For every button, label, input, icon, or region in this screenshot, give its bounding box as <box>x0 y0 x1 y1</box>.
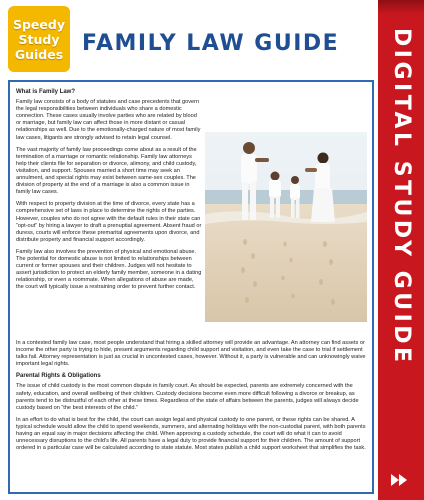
logo-line-2: Study <box>18 31 60 47</box>
vertical-series-title: DIGITAL STUDY GUIDE <box>389 28 414 366</box>
paragraph-2: The vast majority of family law proceedings come about as a result of the termination of a marriage or romantic relationship. Family law attorneys help their clients file for separation or divorce, alimony, and child custody, visitation, and support. Spouses married a short time may seek an annulment, and special rights may exist between same-sex couples. The division of property at the end of a marriage is also a common issue in family law cases. <box>16 146 197 196</box>
sidebar-fold <box>378 0 424 14</box>
left-column-text <box>16 89 202 296</box>
paragraph-1: Family law consists of a body of statutes and case precedents that govern the legal responsibilities between individuals who share a domestic connection. These cases usually involve parties who are related by blood or marriage, but family law can affect those in more distant or casual relationships as well. Due to the emotionally-charged nature of most family law cases, litigants are strongly advised to retain legal counsel. <box>16 99 201 141</box>
red-sidebar <box>378 0 424 500</box>
logo-line-3: Guides <box>14 46 64 62</box>
paragraph-7: In an effort to do what is best for the child, the court can assign legal and physical custody to one parent, or these rights can be shared. A typical schedule would allow the child to spend weekends, summers, and alternating holidays with the non-custodial parent, with both parents having an equal say in major decisions affecting the child. When approving a custody schedule, the court will do what it can to avoid unnecessary disruptions to the child’s life. All parents have a legal duty to provide financial support for their children. The amount of support ordered in a particular case will be calculated according to state statute. Most states publish a child support worksheet that simplifies the task. <box>16 416 366 452</box>
cover-title: FAMILY LAW GUIDE <box>82 31 340 56</box>
paragraph-3: With respect to property division at the time of divorce, every state has a comprehensive set of laws in place to determine the rights of the parties. However, couples who do not agree with the default rules in their state can “opt-out” by hiring a lawyer to draft a prenuptial agreement. Absent fraud or duress, courts will enforce these premarital agreements upon divorce, and distribute property and financial support accordingly. <box>16 201 202 243</box>
section-heading-parental-rights: Parental Rights & Obligations <box>16 373 101 380</box>
speedy-study-guides-logo <box>8 6 70 72</box>
paragraph-5: In a contested family law case, most people understand that hiring a skilled attorney will provide an advantage. An attorney can find assets or income the other party is trying to hide, present arguments regarding child support and visitation, and even take the case to trial if settlement talks fail. Attorney representation is just as crucial in uncontested cases, however. Without it, a party is vulnerable and can unknowingly waive important legal rights. <box>16 340 366 368</box>
section-heading-what-is-family-law: What is Family Law? <box>16 89 76 95</box>
cover-header <box>0 0 378 80</box>
logo-line-1: Speedy <box>12 16 65 32</box>
double-arrow-icon <box>390 472 410 488</box>
family-beach-photo <box>205 132 367 322</box>
full-width-text <box>16 340 370 457</box>
paragraph-6: The issue of child custody is the most common dispute in family court. As should be expected, parents are extremely concerned with the safety, education, and overall wellbeing of their children. Custody decisions become even more difficult following a divorce or breakup, as parents tend to be distrustful of each other at these times. Regardless of the state of affairs between the parents, judges will always decide custody based on “the best interests of the child.” <box>16 383 359 411</box>
paragraph-4: Family law also involves the prevention of physical and emotional abuse. The potential for domestic abuse is not limited to relationships between current or former spouses and their children. Judges will not hesitate to assert jurisdiction to protect an elderly family member, someone in a dating relationship, or even a roommate. When allegations of abuse are made, the court will typically issue a restraining order to prevent further contact. <box>16 248 202 291</box>
